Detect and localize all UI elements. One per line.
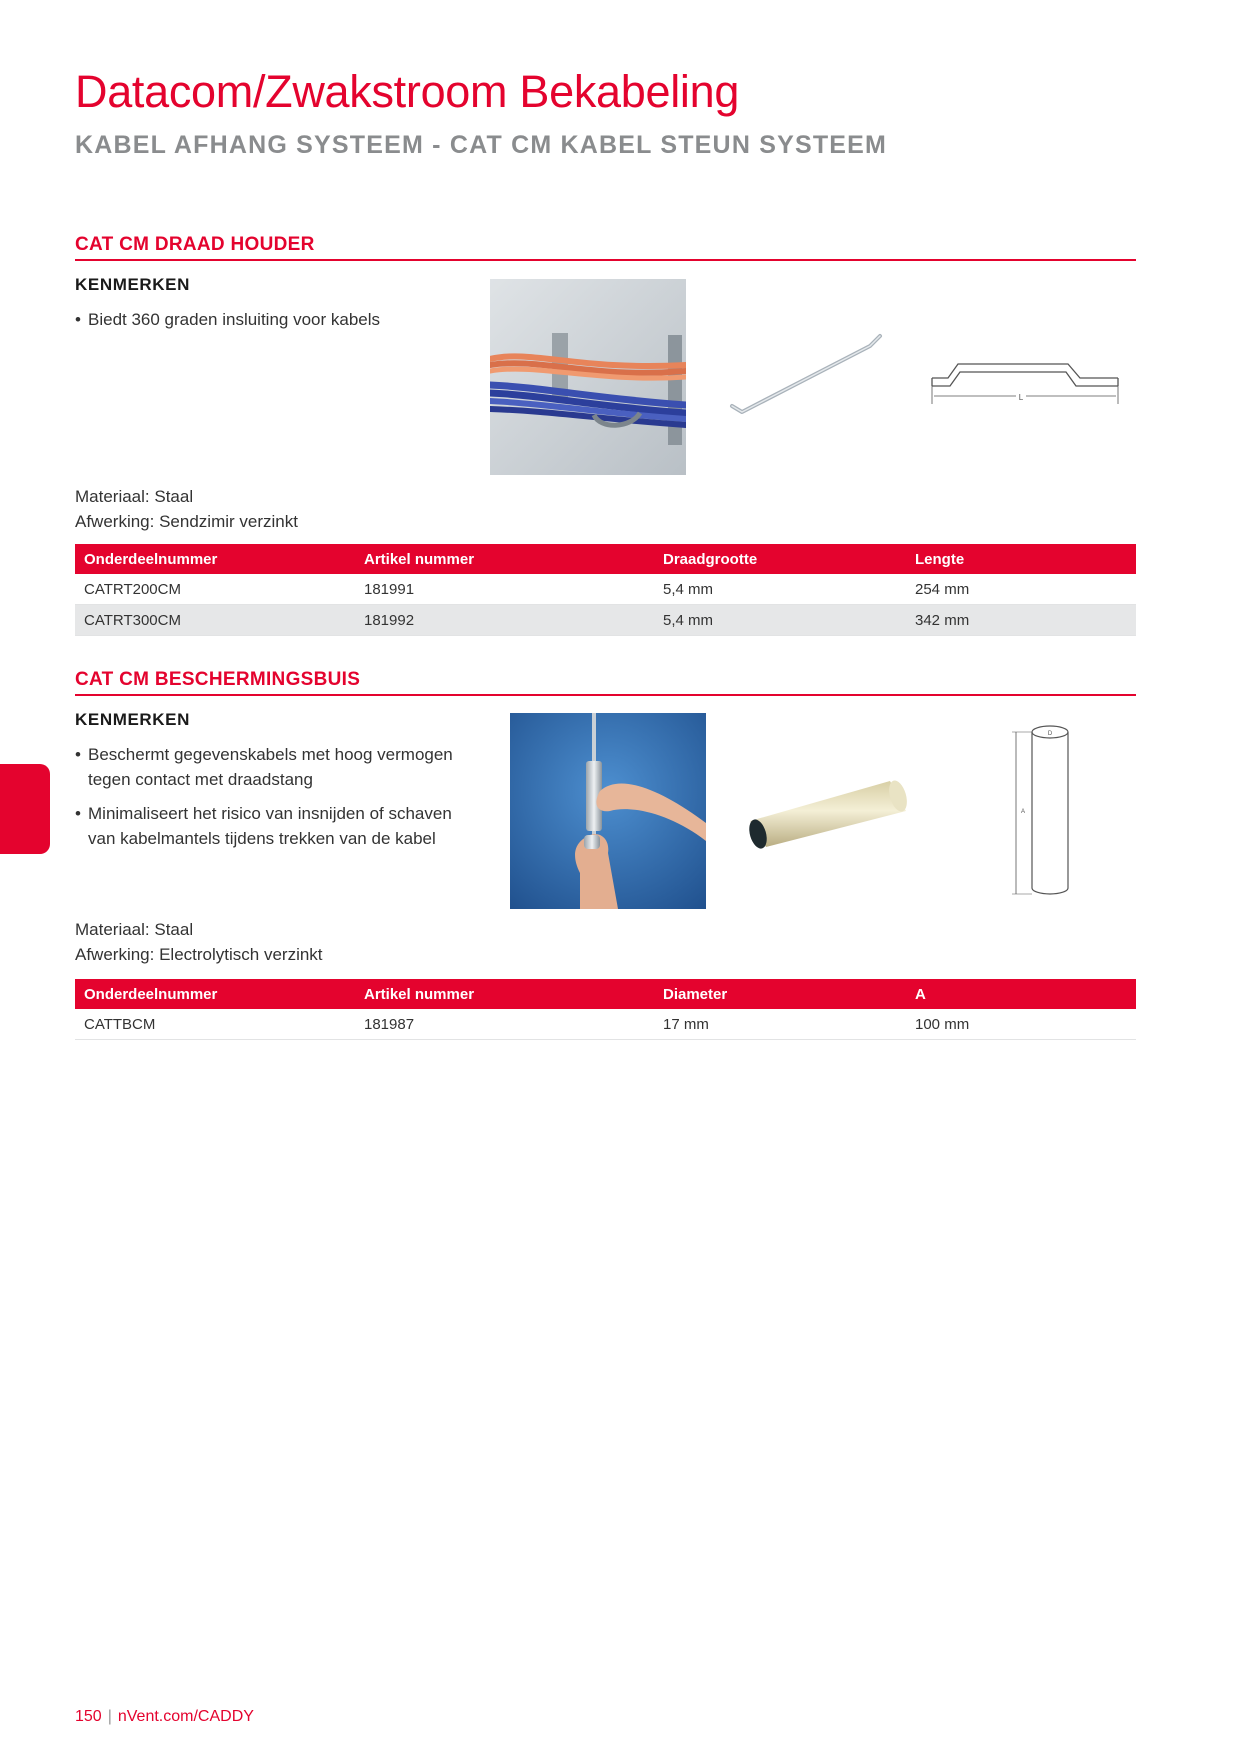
cell-length: 342 mm <box>906 605 1136 636</box>
col-header-artikel-nummer: Artikel nummer <box>355 544 654 574</box>
dimension-label-a: A <box>1021 809 1026 815</box>
features-list <box>75 307 475 341</box>
section-divider <box>75 259 1136 261</box>
cell-part-number: CATRT300CM <box>75 605 355 636</box>
material-text: Materiaal: Staal <box>75 487 194 506</box>
table-row <box>75 574 1136 605</box>
cell-length: 254 mm <box>906 574 1136 605</box>
section-divider <box>75 694 1136 696</box>
table-row <box>75 1009 1136 1040</box>
features-heading: KENMERKEN <box>75 275 190 294</box>
page-number: 150 <box>75 1708 102 1725</box>
feature-item: • Biedt 360 graden insluiting voor kabels <box>75 307 475 332</box>
wire-holder-product-image <box>720 330 885 415</box>
protection-tube-photo <box>510 713 706 909</box>
section-title-draad-houder: CAT CM DRAAD HOUDER <box>75 234 315 255</box>
cell-wire-size: 5,4 mm <box>654 574 906 605</box>
features-heading: KENMERKEN <box>75 710 190 729</box>
cell-article-number: 181992 <box>355 605 654 636</box>
col-header-onderdeelnummer: Onderdeelnummer <box>75 544 355 574</box>
section-title-beschermingsbuis: CAT CM BESCHERMINGSBUIS <box>75 669 361 690</box>
wire-holder-technical-drawing <box>928 356 1122 410</box>
col-header-artikel-nummer: Artikel nummer <box>355 979 654 1009</box>
finish-text: Afwerking: Electrolytisch verzinkt <box>75 945 323 964</box>
col-header-diameter: Diameter <box>654 979 906 1009</box>
features-list <box>75 742 475 860</box>
cell-article-number: 181987 <box>355 1009 654 1040</box>
material-text: Materiaal: Staal <box>75 920 194 939</box>
product-table-beschermingsbuis <box>75 979 1136 1040</box>
product-table-draad-houder <box>75 544 1136 636</box>
cell-a: 100 mm <box>906 1009 1136 1040</box>
dimension-label-l: L <box>1018 393 1024 402</box>
dimension-label-d: D <box>1047 731 1053 737</box>
cell-article-number: 181991 <box>355 574 654 605</box>
col-header-draadgrootte: Draadgrootte <box>654 544 906 574</box>
page-title: Datacom/Zwakstroom Bekabeling <box>75 66 740 117</box>
protection-tube-technical-drawing <box>1010 718 1080 903</box>
feature-item: • Minimaliseert het risico van insnijden of schaven van kabelmantels tijdens trekken van de kabel <box>75 801 475 851</box>
page-subtitle: KABEL AFHANG SYSTEEM - CAT CM KABEL STEUN SYSTEEM <box>75 131 888 159</box>
cell-part-number: CATTBCM <box>75 1009 355 1040</box>
col-header-lengte: Lengte <box>906 544 1136 574</box>
footer-link[interactable]: nVent.com/CADDY <box>117 1708 254 1725</box>
protection-tube-product-image <box>740 773 910 849</box>
table-row <box>75 605 1136 636</box>
feature-item: • Beschermt gegevenskabels met hoog vermogen tegen contact met draadstang <box>75 742 475 792</box>
chapter-tab <box>0 764 50 854</box>
cell-wire-size: 5,4 mm <box>654 605 906 636</box>
finish-text: Afwerking: Sendzimir verzinkt <box>75 512 298 531</box>
table-header-row <box>75 544 1136 574</box>
cell-diameter: 17 mm <box>654 1009 906 1040</box>
col-header-onderdeelnummer: Onderdeelnummer <box>75 979 355 1009</box>
cell-part-number: CATRT200CM <box>75 574 355 605</box>
table-header-row <box>75 979 1136 1009</box>
col-header-a: A <box>906 979 1136 1009</box>
page-footer: 150 | nVent.com/CADDY <box>75 1708 254 1725</box>
wire-holder-photo <box>490 279 686 475</box>
